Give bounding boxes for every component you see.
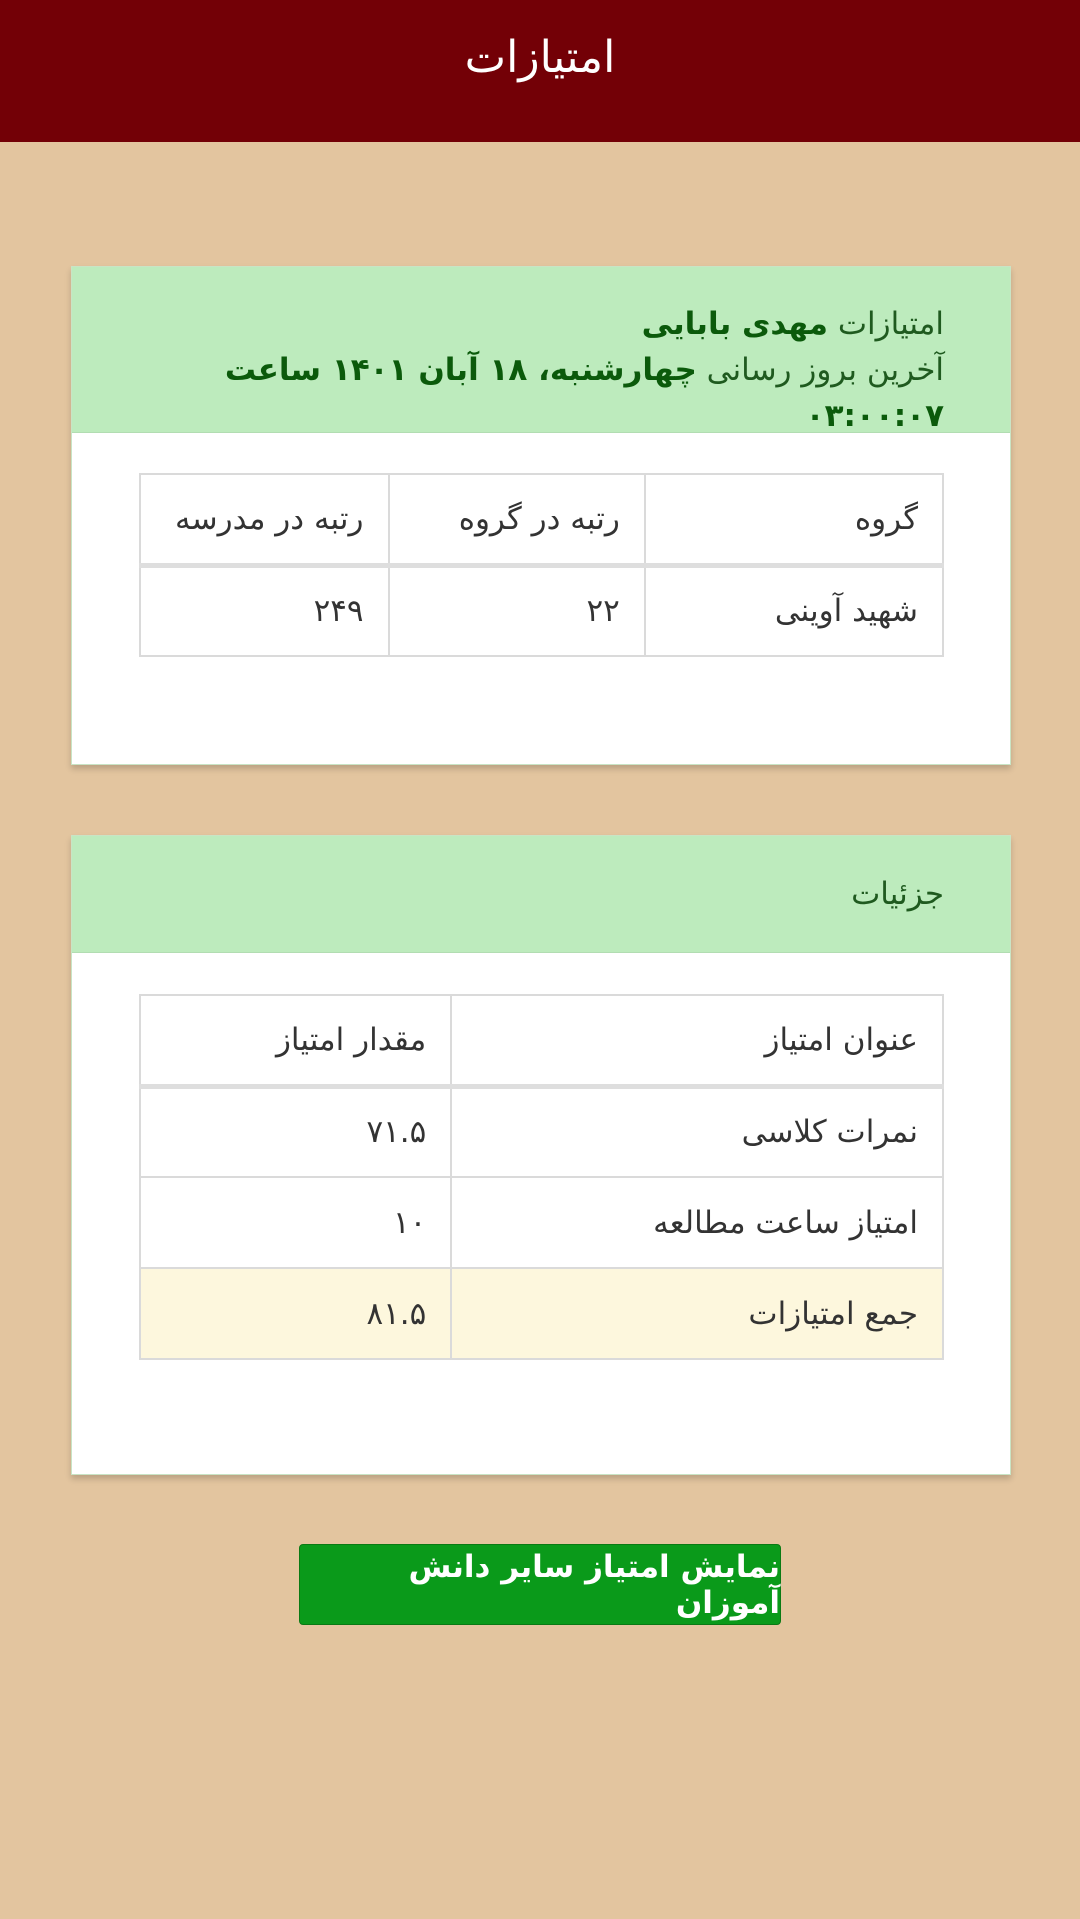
column-header-group-rank: رتبه در گروه bbox=[389, 474, 645, 565]
column-header-group: گروه bbox=[645, 474, 943, 565]
ranking-table bbox=[139, 473, 944, 657]
show-other-students-button[interactable]: نمایش امتیاز سایر دانش آموزان bbox=[299, 1544, 781, 1625]
group-name-cell: شهید آوینی bbox=[645, 565, 943, 656]
details-table bbox=[139, 994, 944, 1360]
details-card bbox=[71, 835, 1011, 1475]
table-row bbox=[140, 1086, 943, 1177]
total-row bbox=[140, 1268, 943, 1359]
table-row bbox=[140, 1177, 943, 1268]
group-rank-cell: ۲۲ bbox=[389, 565, 645, 656]
student-line bbox=[138, 301, 944, 347]
update-line bbox=[138, 347, 944, 439]
details-title: جزئیات bbox=[851, 876, 944, 912]
score-title-cell: امتیاز ساعت مطالعه bbox=[451, 1177, 943, 1268]
score-value-cell: ۷۱.۵ bbox=[140, 1086, 451, 1177]
score-title-cell: نمرات کلاسی bbox=[451, 1086, 943, 1177]
update-datetime: چهارشنبه، ۱۸ آبان ۱۴۰۱ ساعت ۰۳:۰۰:۰۷ bbox=[224, 352, 944, 434]
column-header-score-title: عنوان امتیاز bbox=[451, 995, 943, 1086]
update-label: آخرین بروز رسانی bbox=[706, 352, 944, 388]
total-label-cell: جمع امتیازات bbox=[451, 1268, 943, 1359]
details-card-header bbox=[72, 836, 1010, 953]
score-value-cell: ۱۰ bbox=[140, 1177, 451, 1268]
column-header-school-rank: رتبه در مدرسه bbox=[140, 474, 389, 565]
ranking-header-row bbox=[140, 474, 943, 565]
total-value-cell: ۸۱.۵ bbox=[140, 1268, 451, 1359]
summary-card-header bbox=[72, 267, 1010, 433]
details-header-row bbox=[140, 995, 943, 1086]
summary-card bbox=[71, 266, 1011, 765]
app-header bbox=[0, 0, 1080, 142]
student-name: مهدی بابایی bbox=[641, 306, 828, 342]
school-rank-cell: ۲۴۹ bbox=[140, 565, 389, 656]
summary-prefix: امتیازات bbox=[837, 306, 944, 342]
page-title: امتیازات bbox=[464, 31, 616, 83]
column-header-score-value: مقدار امتیاز bbox=[140, 995, 451, 1086]
table-row bbox=[140, 565, 943, 656]
